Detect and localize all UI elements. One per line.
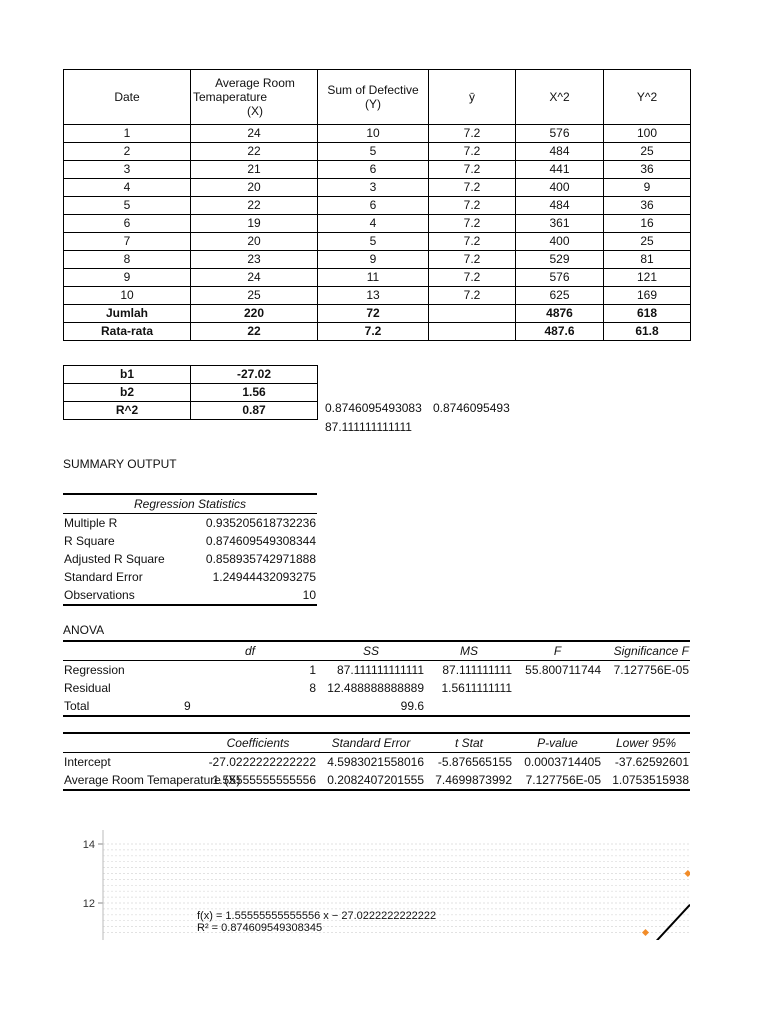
cell-y2: 36 <box>604 197 691 215</box>
cell-ybar: 7.2 <box>429 251 516 269</box>
cell-ybar <box>429 323 516 341</box>
cell-date: 4 <box>64 179 191 197</box>
table-row <box>64 161 691 179</box>
table-row <box>64 287 691 305</box>
table-row <box>64 179 691 197</box>
reg-stat-label: Adjusted R Square <box>64 552 165 566</box>
coef-summary-label: b1 <box>64 366 191 384</box>
cell-ybar: 7.2 <box>429 179 516 197</box>
coef-summary-table <box>63 365 318 420</box>
anova-cell-label: Regression <box>64 663 125 677</box>
cell-ybar <box>429 305 516 323</box>
table-row <box>64 269 691 287</box>
reg-stat-row <box>63 550 317 568</box>
reg-title-row <box>63 494 317 514</box>
data-point <box>642 929 649 936</box>
reg-stat-row <box>63 514 317 533</box>
cell-ybar: 7.2 <box>429 143 516 161</box>
regression-stats-table <box>63 493 317 606</box>
cell-x2: 361 <box>516 215 604 233</box>
coef-header-se: Standard Error <box>317 733 425 753</box>
cell-y2: 81 <box>604 251 691 269</box>
coef-cell-p: 7.127756E-05 <box>513 771 602 790</box>
anova-cell-label: Total <box>63 697 183 716</box>
anova-cell-ss: 99.6 <box>317 697 425 716</box>
reg-stat-value: 0.874609549308344 <box>205 534 317 548</box>
coef-summary-label: R^2 <box>64 402 191 420</box>
cell-y: 9 <box>318 251 429 269</box>
cell-ybar: 7.2 <box>429 197 516 215</box>
chart-trendline <box>645 905 690 953</box>
cell-date: 2 <box>64 143 191 161</box>
anova-header-row <box>63 641 690 661</box>
anova-cell-f <box>513 697 602 716</box>
cell-y: 5 <box>318 233 429 251</box>
averages-row <box>64 323 691 341</box>
cell-y2: 25 <box>604 233 691 251</box>
cell-ybar: 7.2 <box>429 161 516 179</box>
cell-ybar: 7.2 <box>429 269 516 287</box>
coef-cell-p: 0.0003714405 <box>524 755 601 769</box>
anova-cell-ms <box>425 697 513 716</box>
coef-header-row <box>63 733 690 753</box>
anova-cell-sigf <box>602 697 690 716</box>
data-table <box>63 69 691 341</box>
table-row <box>64 125 691 143</box>
table-row <box>64 143 691 161</box>
cell-y2: 36 <box>604 161 691 179</box>
scatter-chart <box>60 830 700 940</box>
header-x2: X^2 <box>516 70 604 125</box>
coef-summary-label: b2 <box>64 384 191 402</box>
anova-cell-df: 8 <box>309 681 316 695</box>
anova-cell-ms: 1.5611111111 <box>441 681 512 695</box>
cell-ybar: 7.2 <box>429 233 516 251</box>
cell-y: 6 <box>318 197 429 215</box>
reg-stat-value: 10 <box>183 586 317 605</box>
cell-x: 24 <box>191 125 318 143</box>
cell-y2: 121 <box>604 269 691 287</box>
cell-ybar: 7.2 <box>429 125 516 143</box>
cell-x: 22 <box>191 323 318 341</box>
coef-cell-se: 4.5983021558016 <box>327 755 424 769</box>
cell-date: 9 <box>64 269 191 287</box>
chart-y-ticks <box>83 830 103 940</box>
reg-stat-label: R Square <box>64 534 115 548</box>
header-avg-line1: Average Room <box>215 76 295 90</box>
cell-y: 7.2 <box>318 323 429 341</box>
cell-x2: 484 <box>516 143 604 161</box>
y-tick-label: 12 <box>82 898 95 910</box>
coefficients-table <box>63 732 690 791</box>
header-sum-line1: Sum of Defective <box>327 83 419 97</box>
header-sum-line2: (Y) <box>365 97 381 111</box>
cell-date: Rata-rata <box>64 323 191 341</box>
anova-header-ms: MS <box>425 641 513 661</box>
anova-row <box>63 697 690 716</box>
table-row <box>64 251 691 269</box>
coef-cell-coef: 1.55555555555556 <box>199 771 317 790</box>
anova-cell-ss: 12.488888888889 <box>327 681 424 695</box>
coef-header-t: t Stat <box>425 733 513 753</box>
header-avg-line2: Temaperature <box>193 90 268 104</box>
anova-cell-df: 1 <box>309 663 316 677</box>
coef-summary-value: 1.56 <box>191 384 318 402</box>
reg-stat-row <box>63 532 317 550</box>
cell-date: 5 <box>64 197 191 215</box>
cell-x: 20 <box>191 179 318 197</box>
trendline <box>645 905 690 953</box>
coef-cell-label: Intercept <box>64 755 111 769</box>
reg-stat-row <box>63 586 317 605</box>
cell-y2: 100 <box>604 125 691 143</box>
summary-title: SUMMARY OUTPUT <box>63 457 177 471</box>
coef-cell-se: 0.2082407201555 <box>317 771 425 790</box>
cell-x2: 441 <box>516 161 604 179</box>
table-row <box>64 233 691 251</box>
coef-header-coef: Coefficients <box>199 733 317 753</box>
coef-summary-row <box>64 366 318 384</box>
cell-x: 21 <box>191 161 318 179</box>
anova-cell-label: Residual <box>64 681 111 695</box>
cell-date: 7 <box>64 233 191 251</box>
coef-summary-row <box>64 384 318 402</box>
cell-y2: 9 <box>604 179 691 197</box>
anova-cell-ss: 87.111111111111 <box>337 663 424 677</box>
anova-table <box>63 640 690 717</box>
reg-stat-label: Multiple R <box>64 516 118 530</box>
header-sum-defective <box>318 70 429 125</box>
anova-cell-f <box>513 679 602 697</box>
coef-row <box>63 771 690 790</box>
coef-row <box>63 753 690 772</box>
reg-stat-label: Standard Error <box>64 570 143 584</box>
side-value-3: 87.111111111111 <box>325 420 412 434</box>
cell-y: 4 <box>318 215 429 233</box>
anova-cell-sigf <box>602 679 690 697</box>
totals-row <box>64 305 691 323</box>
reg-stat-label: Observations <box>63 586 183 605</box>
trendline-r2: R² = 0.874609549308345 <box>197 922 323 934</box>
cell-x: 20 <box>191 233 318 251</box>
cell-date: Jumlah <box>64 305 191 323</box>
cell-y2: 61.8 <box>604 323 691 341</box>
anova-row <box>63 679 690 697</box>
coef-summary-value: 0.87 <box>191 402 318 420</box>
anova-header-ss: SS <box>317 641 425 661</box>
anova-header-sigf: Significance F <box>602 641 690 661</box>
coef-cell-lower: 1.0753515938 <box>602 771 690 790</box>
reg-stat-row <box>63 568 317 586</box>
cell-x: 22 <box>191 143 318 161</box>
cell-date: 6 <box>64 215 191 233</box>
header-date: Date <box>64 70 191 125</box>
cell-ybar: 7.2 <box>429 287 516 305</box>
header-avg-temp <box>191 70 318 125</box>
cell-x: 22 <box>191 197 318 215</box>
cell-y: 11 <box>318 269 429 287</box>
coef-cell-coef: -27.0222222222222 <box>208 755 316 769</box>
cell-y2: 16 <box>604 215 691 233</box>
cell-x2: 4876 <box>516 305 604 323</box>
cell-x2: 576 <box>516 269 604 287</box>
cell-date: 10 <box>64 287 191 305</box>
reg-stat-value: 0.935205618732236 <box>205 516 317 530</box>
anova-header-f: F <box>513 641 602 661</box>
cell-x2: 400 <box>516 179 604 197</box>
reg-stat-value: 0.858935742971888 <box>205 552 317 566</box>
reg-stat-value: 1.24944432093275 <box>212 570 317 584</box>
coef-header-blank <box>63 733 199 753</box>
reg-stats-title: Regression Statistics <box>63 494 317 514</box>
coef-header-p: P-value <box>513 733 602 753</box>
cell-x2: 625 <box>516 287 604 305</box>
cell-date: 1 <box>64 125 191 143</box>
cell-x2: 529 <box>516 251 604 269</box>
anova-cell-f: 55.800711744 <box>525 663 601 677</box>
coef-summary-row <box>64 402 318 420</box>
table-body <box>64 125 691 341</box>
table-header-row <box>64 70 691 125</box>
data-point <box>684 870 691 877</box>
header-y2: Y^2 <box>604 70 691 125</box>
table-row <box>64 215 691 233</box>
side-value-2: 0.8746095493 <box>433 401 510 415</box>
cell-y2: 618 <box>604 305 691 323</box>
coef-cell-t: -5.876565155 <box>437 755 512 769</box>
cell-x: 25 <box>191 287 318 305</box>
anova-header-df: df <box>183 641 317 661</box>
cell-x: 23 <box>191 251 318 269</box>
cell-y: 6 <box>318 161 429 179</box>
cell-ybar: 7.2 <box>429 215 516 233</box>
cell-y: 5 <box>318 143 429 161</box>
cell-y: 72 <box>318 305 429 323</box>
cell-date: 3 <box>64 161 191 179</box>
cell-y2: 25 <box>604 143 691 161</box>
cell-y2: 169 <box>604 287 691 305</box>
coef-cell-t: 7.4699873992 <box>425 771 513 790</box>
anova-header-blank <box>63 641 183 661</box>
coef-cell-lower: -37.62592601 <box>614 755 689 769</box>
anova-cell-ms: 87.111111111 <box>442 663 512 677</box>
trendline-equation: f(x) = 1.55555555555556 x − 27.0222222222222 <box>197 910 437 922</box>
cell-x: 19 <box>191 215 318 233</box>
cell-x: 24 <box>191 269 318 287</box>
side-value-1: 0.8746095493083 <box>325 401 422 415</box>
header-avg-line3: (X) <box>247 104 263 118</box>
coef-summary-value: -27.02 <box>191 366 318 384</box>
y-tick-label: 14 <box>82 839 95 851</box>
coef-cell-label: Average Room Temaperature (X) <box>63 771 199 790</box>
anova-cell-df: 9 <box>183 697 317 716</box>
cell-x2: 484 <box>516 197 604 215</box>
cell-y: 10 <box>318 125 429 143</box>
cell-y: 3 <box>318 179 429 197</box>
cell-y: 13 <box>318 287 429 305</box>
cell-x2: 487.6 <box>516 323 604 341</box>
anova-row <box>63 661 690 680</box>
anova-cell-sigf: 7.127756E-05 <box>613 663 689 677</box>
cell-x2: 576 <box>516 125 604 143</box>
cell-x2: 400 <box>516 233 604 251</box>
header-ybar: ȳ <box>429 70 516 125</box>
cell-date: 8 <box>64 251 191 269</box>
cell-x: 220 <box>191 305 318 323</box>
table-row <box>64 197 691 215</box>
anova-title: ANOVA <box>63 623 105 637</box>
coef-header-lower: Lower 95% <box>602 733 690 753</box>
